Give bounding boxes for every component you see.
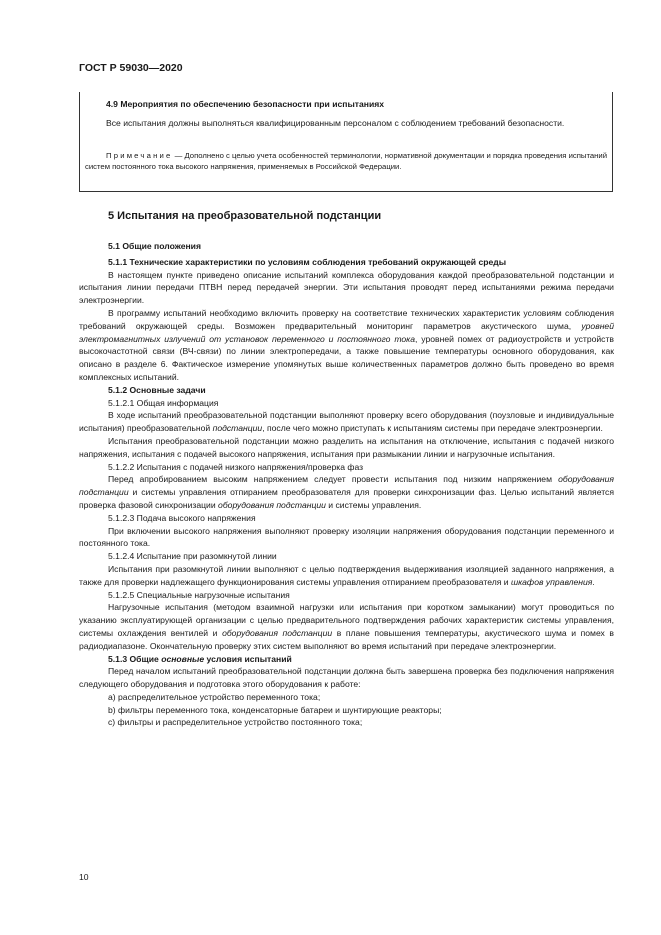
box-note <box>85 150 607 172</box>
paragraph-6: При включении высокого напряжения выполняют проверку изоляции напряжения оборудования подстанции переменного и постоянного тока. <box>79 525 614 549</box>
paragraph-8 <box>79 601 614 652</box>
p2-text-a: В программу испытаний необходимо включить проверку на соответствие технических характеристик условиям соблюдения требований окружающей среды. Возможен предварительный мониторинг параметров акустического шума, <box>79 307 614 331</box>
list-item: c) фильтры и распределительное устройство постоянного тока; <box>108 717 363 728</box>
paragraph-1: В настоящем пункте приведено описание испытаний комплекса оборудования каждой преобразовательной подстанции и испытания линии передачи ПТВН перед передачей энергии. Эти испытания проводят перед испытаниями режима передачи электроэнергии. <box>79 269 614 306</box>
p8-text-b: в плане повышения температуры, акустического шума и помех в радиодиапазоне. Окончательную проверку этих систем выполняют во время испытаний при передаче электроэнергии. <box>79 627 615 651</box>
p3-text-b: , после чего можно приступать к испытаниям системы при передаче электроэнергии. <box>262 423 603 434</box>
p7-text-a: Испытания при разомкнутой линии выполняют с целью подтверждения выдерживания изоляцией заданного напряжения, а также для проверки надлежащего функционирования системы управления отпиранием преобразователя и <box>79 563 614 587</box>
heading-5-1-2-2: 5.1.2.2 Испытания с подачей низкого напряжения/проверка фаз <box>108 461 364 472</box>
heading-5-1-1: 5.1.1 Технические характеристики по условиям соблюдения требований окружающей среды <box>108 256 507 267</box>
heading-5-1-2-5: 5.1.2.5 Специальные нагрузочные испытания <box>108 589 290 600</box>
p5-text-b: и системы управления отпиранием преобразователя для проверки синхронизации фаз. Целью испытаний является проверка фазовой синхронизации <box>79 487 614 510</box>
p7-italic: шкафов управления <box>510 576 593 587</box>
box-paragraph: Все испытания должны выполняться квалифицированным персоналом с соблюдением требований безопасности. <box>106 118 565 128</box>
paragraph-4: Испытания преобразовательной подстанции можно разделить на испытания на отключение, испытания с подачей низкого напряжения, испытания с подачей высокого напряжения, испытания при размыкании линии и нагрузочные испытания. <box>79 435 614 459</box>
note-text: — Дополнено с целью учета особенностей терминологии, нормативной документации и порядка проведения испытаний систем постоянного тока высокого напряжения, применяемых в Российской Федерации. <box>85 151 607 171</box>
p8-text-a: Нагрузочные испытания (методом взаимной нагрузки или испытания при коротком замыкании) могут проводиться по указанию эксплуатирующей организации с целью предварительного подтверждения рабочих характеристик системы управления, системы охлаждения вентилей и <box>79 602 614 638</box>
p3-text-a: В ходе испытаний преобразовательной подстанции выполняют проверку всего оборудования (поузловые и индивидуальные испытания) преобразовательной <box>79 410 614 434</box>
h513-text-b: условия испытаний <box>204 653 292 664</box>
h513-text-a: 5.1.3 Общие <box>108 653 162 664</box>
p5-italic-1: оборудования подстанции <box>79 474 614 498</box>
section-body <box>79 240 614 729</box>
paragraph-2 <box>79 307 614 384</box>
amendment-box <box>79 92 613 192</box>
document-header: ГОСТ Р 59030—2020 <box>79 62 183 74</box>
p2-text-b: , уровней помех от радиоустройств и устройств высокочастотной связи (ВЧ-связи) по линии электропередачи, а также повышение температуры основного оборудования, как описано в разделе 6. Фактическое измерение упомянутых выше количественных параметров должно быть проведено во время комплексных испытаний. <box>79 333 614 382</box>
paragraph-5 <box>79 473 614 511</box>
h513-italic: основные <box>161 653 205 664</box>
p5-text-c: и системы управления. <box>325 499 422 510</box>
heading-5-1-2: 5.1.2 Основные задачи <box>108 384 206 395</box>
paragraph-3 <box>79 409 614 435</box>
heading-5-1: 5.1 Общие положения <box>108 241 201 251</box>
p7-text-b: . <box>592 576 595 587</box>
list-item: b) фильтры переменного тока, конденсаторные батареи и шунтирующие реакторы; <box>108 704 442 715</box>
heading-5-1-2-1: 5.1.2.1 Общая информация <box>108 397 219 408</box>
note-label: Примечание <box>106 151 173 160</box>
p5-text-a: Перед апробированием высоким напряжением следует провести испытания под низким напряжением <box>108 474 559 485</box>
p5-italic-2: оборудования подстанции <box>218 499 326 510</box>
list-item: а) распределительное устройство переменного тока; <box>108 691 321 702</box>
p3-italic: подстанции <box>212 423 263 434</box>
p8-italic: оборудования подстанции <box>222 627 333 638</box>
page-number: 10 <box>79 872 89 882</box>
paragraph-7 <box>79 563 614 589</box>
p2-italic: уровней электромагнитных излучений от установок переменного и постоянного тока <box>79 320 614 344</box>
heading-5-1-2-3: 5.1.2.3 Подача высокого напряжения <box>108 512 256 523</box>
heading-5-1-3 <box>79 653 614 666</box>
section-5-heading: 5 Испытания на преобразовательной подстанции <box>108 210 382 222</box>
paragraph-9: Перед началом испытаний преобразовательной подстанции должна быть завершена проверка без подключения напряжения следующего оборудования и подготовка этого оборудования к работе: <box>79 666 614 690</box>
heading-5-1-2-4: 5.1.2.4 Испытание при разомкнутой линии <box>108 551 277 562</box>
box-heading: 4.9 Мероприятия по обеспечению безопасности при испытаниях <box>106 99 385 109</box>
